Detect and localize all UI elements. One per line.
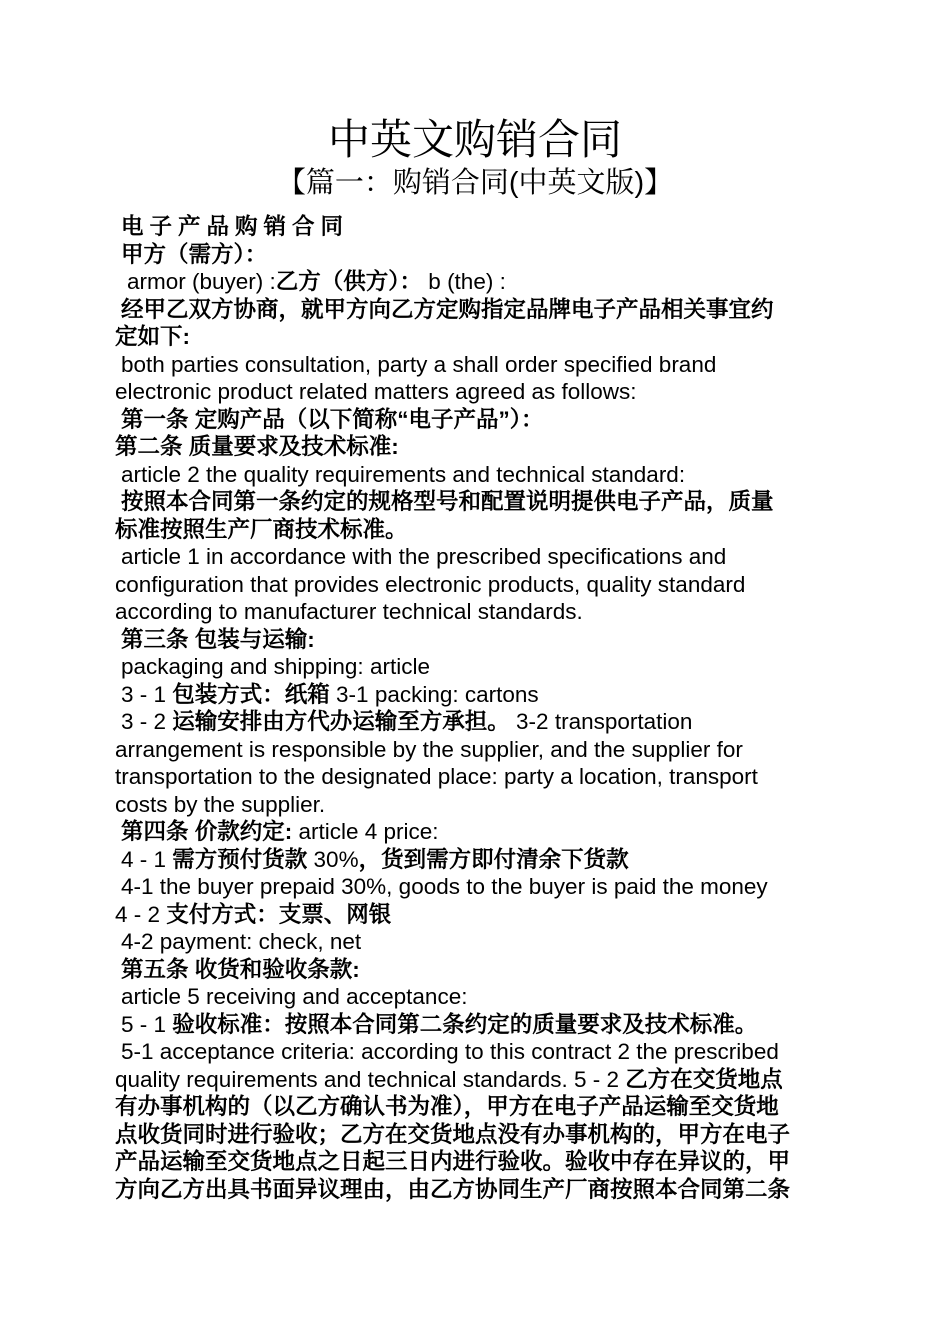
text-line: costs by the supplier.	[115, 791, 326, 817]
document-title: 中英文购销合同	[327, 116, 622, 163]
text-line: 4-1 the buyer prepaid 30%, goods to the buyer is paid the money	[121, 874, 768, 899]
clause-number: 3 - 2	[121, 709, 173, 734]
text-line: 4-2 payment: check, net	[121, 929, 362, 954]
article-5-heading: 第五条 收货和验收条款:	[121, 956, 360, 982]
text-line: 标准按照生产厂商技术标准。	[115, 516, 408, 542]
clause-3-1	[115, 681, 840, 709]
text-line: packaging and shipping: article	[121, 654, 430, 679]
clause-number: 5 - 1	[121, 1011, 173, 1037]
buyer-label-en: armor (buyer) :	[127, 269, 276, 294]
text-line: electronic product related matters agreed as follows:	[115, 379, 637, 404]
clause-number: 3 - 1	[121, 681, 173, 707]
article-4-title-cn: 第四条 价款约定:	[121, 819, 293, 844]
clause-number: 4 - 1	[121, 846, 173, 872]
clause-text-cn: 包装方式：纸箱	[172, 681, 330, 707]
document-subtitle: 【篇一：购销合同(中英文版)】	[276, 167, 674, 199]
prepay-percent: 30%	[307, 846, 359, 872]
clause-number: 4 - 2	[115, 901, 167, 927]
clause-text-en: 3-2 transportation	[509, 709, 693, 734]
party-a-label: 甲方（需方）：	[121, 241, 268, 267]
text-line: 方向乙方出具书面异议理由，由乙方协同生产厂商按照本合同第二条	[115, 1176, 791, 1202]
contract-heading: 电子产品购销合同	[121, 214, 350, 239]
clause-4-2	[115, 901, 840, 929]
text-line: configuration that provides electronic products, quality standard	[115, 571, 746, 597]
clause-text-cn: ，货到需方即付清余下货款	[358, 846, 629, 872]
contract-body	[115, 213, 840, 1203]
clause-text-cn: 需方预付货款	[172, 846, 308, 872]
party-b-label: 乙方（供方）：	[275, 269, 423, 294]
clause-text-cn: 运输安排由方代办运输至方承担。	[172, 709, 510, 734]
text-line: article 1 in accordance with the prescribed specifications and	[121, 544, 727, 569]
text-en: quality requirements and technical standards. 5 - 2	[115, 1066, 626, 1092]
parties-line	[115, 268, 840, 296]
text-line: 产品运输至交货地点之日起三日内进行验收。验收中存在异议的，甲	[115, 1149, 791, 1174]
text-line: according to manufacturer technical standards.	[115, 599, 583, 624]
text-line: transportation to the designated place: party a location, transport	[115, 764, 758, 789]
text-line: both parties consultation, party a shall order specified brand	[121, 351, 717, 377]
clause-5-1	[115, 1011, 840, 1039]
text-line: 按照本合同第一条约定的规格型号和配置说明提供电子产品，质量	[121, 489, 774, 514]
text-line: 有办事机构的（以乙方确认书为准），甲方在电子产品运输至交货地	[115, 1094, 779, 1119]
text-line: 定如下:	[115, 324, 190, 349]
text-line: article 2 the quality requirements and technical standard:	[121, 461, 686, 487]
clause-4-1	[115, 846, 840, 874]
clause-3-2	[115, 708, 840, 736]
article-4-heading	[115, 818, 840, 846]
clause-text-en: 3-1 packing: cartons	[329, 681, 539, 707]
article-3-heading: 第三条 包装与运输:	[121, 626, 315, 652]
text-line: 点收货同时进行验收；乙方在交货地点没有办事机构的，甲方在电子	[115, 1121, 791, 1147]
article-2-heading: 第二条 质量要求及技术标准:	[115, 434, 399, 459]
clause-text-cn: 乙方在交货地点	[625, 1066, 783, 1092]
text-line: 5-1 acceptance criteria: according to this contract 2 the prescribed	[121, 1039, 779, 1064]
clause-text-cn: 支付方式：支票、网银	[166, 901, 392, 927]
text-line: arrangement is responsible by the supplier, and the supplier for	[115, 736, 743, 762]
text-line: 经甲乙双方协商，就甲方向乙方定购指定品牌电子产品相关事宜约	[121, 296, 774, 322]
clause-5-2-start	[115, 1066, 840, 1094]
article-1-heading: 第一条 定购产品（以下简称“电子产品”）：	[121, 406, 544, 432]
clause-text-cn: 验收标准：按照本合同第二条约定的质量要求及技术标准。	[172, 1011, 758, 1037]
supplier-label-en: b (the) :	[422, 269, 506, 294]
article-4-title-en: article 4 price:	[292, 819, 439, 844]
text-line: article 5 receiving and acceptance:	[121, 984, 468, 1009]
